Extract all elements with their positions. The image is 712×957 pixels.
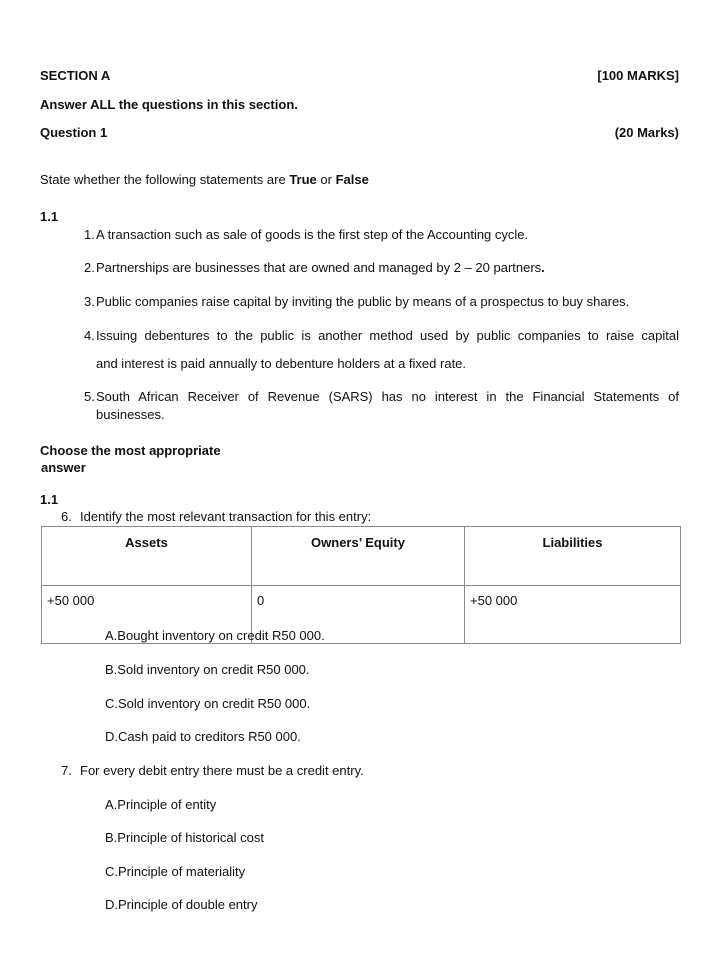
tf-item-2-end: . [541,260,545,275]
tf-item-text: South African Receiver of Revenue (SARS) has no interest in the Financial Statements of [96,389,679,404]
q7-number: 7. [61,763,72,778]
option-text: Sold inventory on credit R50 000. [117,662,310,677]
option-text: Cash paid to creditors R50 000. [118,729,301,744]
tf-item-text-cont: and interest is paid annually to debenture holders at a fixed rate. [96,356,467,371]
tf-item-number: 4. [84,328,95,343]
question-title: Question 1 [40,125,108,140]
prompt-true: True [289,172,317,187]
option-letter: A. [105,797,118,812]
option-letter: C. [105,696,118,711]
table-header-assets: Assets [42,527,252,586]
q7-text: For every debit entry there must be a credit entry. [80,763,364,778]
table-header-owners-equity: Owners’ Equity [252,527,465,586]
tf-item-number: 1. [84,227,95,242]
true-false-number: 1.1 [40,209,59,224]
tf-item-text: Issuing debentures to the public is another method used by public companies to raise capital [96,328,679,343]
option-letter: C. [105,864,118,879]
option-text: Sold inventory on credit R50 000. [118,696,311,711]
tf-item-2-text: Partnerships are businesses that are owned and managed by 2 – 20 partners [96,260,542,275]
q6-option-b [105,662,310,678]
true-false-prompt [40,172,369,188]
option-text: Principle of materiality [118,864,246,879]
option-letter: B. [105,662,118,677]
tf-item-number: 3. [84,294,95,309]
table-cell-liabilities: +50 000 [465,586,681,644]
mcq-heading-cont: answer [41,460,86,475]
tf-item-text-cont: businesses. [96,407,165,422]
tf-item-text [96,260,545,276]
mcq-heading: Choose the most appropriate [40,443,221,458]
tf-item-number: 5. [84,389,95,404]
q7-option-c [105,864,245,880]
tf-item-number: 2. [84,260,95,275]
prompt-pre: State whether the following statements are [40,172,290,187]
question-marks: (20 Marks) [614,125,679,140]
instruction: Answer ALL the questions in this section. [40,97,298,112]
tf-item-text: A transaction such as sale of goods is the first step of the Accounting cycle. [96,227,529,242]
option-text: Bought inventory on credit R50 000. [117,628,325,643]
table-header-row [42,527,681,586]
table-cell-assets: +50 000 [42,586,252,644]
option-text: Principle of double entry [118,897,258,912]
option-letter: D. [105,897,118,912]
mcq-number: 1.1 [40,492,59,507]
section-title: SECTION A [40,68,111,83]
q6-option-d [105,729,301,745]
q6-text: Identify the most relevant transaction for this entry: [80,509,372,524]
prompt-false: False [335,172,369,187]
option-letter: A. [105,628,118,643]
option-letter: D. [105,729,118,744]
q6-number: 6. [61,509,72,524]
option-text: Principle of historical cost [117,830,264,845]
table-cell-owners-equity: 0 [252,586,465,644]
option-letter: B. [105,830,118,845]
section-marks: [100 MARKS] [597,68,679,83]
q7-option-a [105,797,216,813]
q7-option-b [105,830,264,846]
prompt-or: or [316,172,336,187]
q6-option-a [105,628,325,644]
table-header-liabilities: Liabilities [465,527,681,586]
q6-option-c [105,696,310,712]
q7-option-d [105,897,257,913]
tf-item-text: Public companies raise capital by inviting the public by means of a prospectus to buy shares. [96,294,630,309]
option-text: Principle of entity [117,797,217,812]
accounting-equation-table [41,526,681,644]
